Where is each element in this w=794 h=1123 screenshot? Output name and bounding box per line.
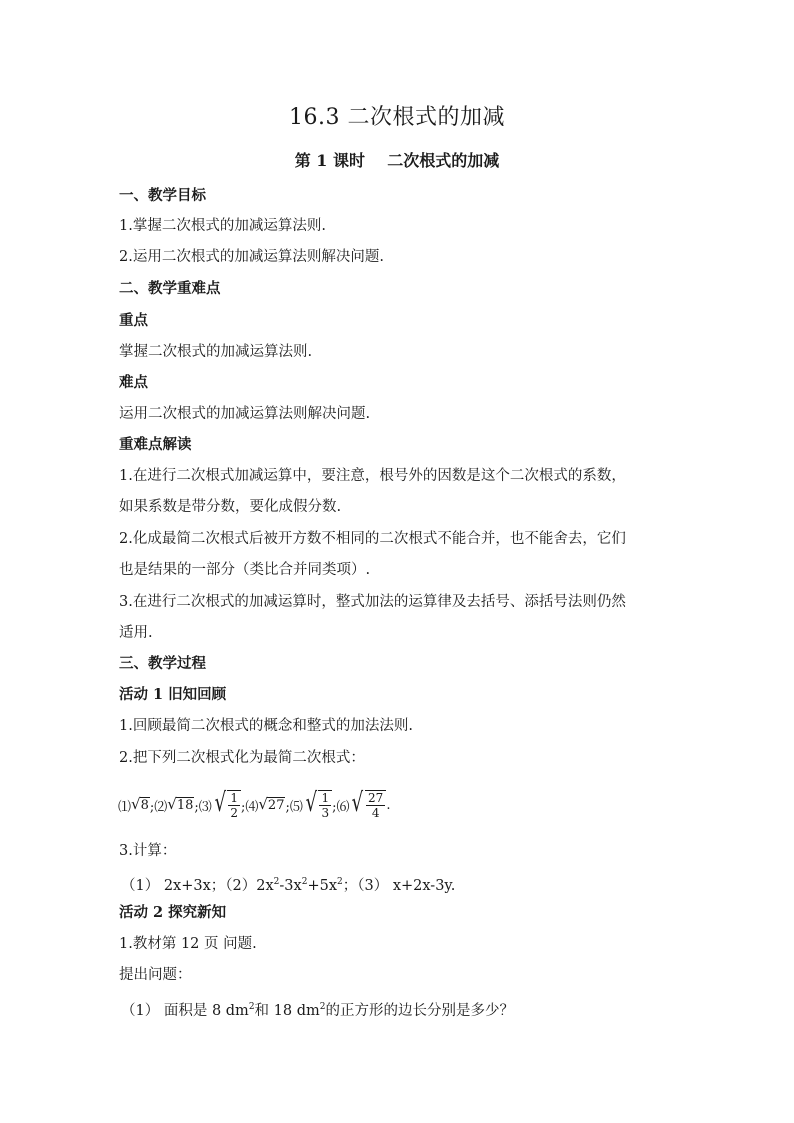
denominator: 2 — [230, 806, 238, 820]
page-title: 16.3 二次根式的加减 — [289, 105, 505, 130]
radical: √ $\frac{27}{4}$ — [349, 790, 386, 820]
math-text: ;⑸ — [285, 799, 303, 815]
section-heading-process: 三、教学过程 — [119, 655, 206, 672]
numerator: 1 — [321, 791, 330, 805]
exponent: 2 — [273, 877, 280, 887]
exponent: 2 — [301, 877, 308, 887]
key-label: 重点 — [119, 312, 148, 329]
activity-2-label: 活动 2 探究新知 — [119, 904, 227, 921]
math-text: . — [386, 797, 391, 813]
radicand: 18 — [176, 798, 194, 813]
section-heading-goals: 一、教学目标 — [119, 187, 206, 204]
interpret-line: 如果系数是带分数，要化成假分数. — [119, 499, 342, 515]
interpret-line: 1.在进行二次根式加减运算中，要注意，根号外的因数是这个二次根式的系数， — [119, 468, 626, 484]
activity-1-item: 1.回顾最简二次根式的概念和整式的加法法则. — [119, 718, 413, 734]
fraction — [365, 790, 386, 820]
math-text: ;⑶ — [194, 799, 212, 815]
calc-text: （1） 2x+3x；（2）2x — [121, 877, 274, 894]
radical: √ 27 — [258, 795, 285, 813]
goal-item: 1.掌握二次根式的加减运算法则. — [119, 218, 326, 234]
activity-1-item: 2.把下列二次根式化为最简二次根式： — [119, 750, 365, 766]
interpret-label: 重难点解读 — [119, 436, 192, 453]
exponent: 2 — [248, 1002, 255, 1012]
difficult-text: 运用二次根式的加减运算法则解决问题. — [119, 406, 371, 422]
difficult-label: 难点 — [119, 374, 148, 391]
math-text: ;⑷ — [240, 799, 259, 815]
denominator: 3 — [321, 806, 330, 820]
radical: √ 18 — [167, 795, 194, 813]
math-text: ;⑹ — [332, 799, 350, 815]
calc-text: +5x — [307, 877, 338, 894]
exponent: 2 — [337, 877, 343, 887]
activity-2-question — [121, 997, 514, 1021]
calc-expressions — [121, 872, 455, 896]
radicand: 27 — [267, 798, 285, 813]
numerator: 27 — [368, 791, 384, 805]
radicand: 8 — [140, 798, 149, 813]
interpret-line: 也是结果的一部分（类比合并同类项）. — [119, 562, 371, 578]
exponent: 2 — [319, 1002, 326, 1012]
fraction — [227, 790, 241, 820]
section-heading-keypoints: 二、教学重难点 — [119, 280, 221, 297]
radical: √ $\frac{1}{2}$ — [212, 790, 241, 820]
numerator: 1 — [230, 791, 238, 805]
fraction — [318, 790, 332, 820]
math-text: ⑴ — [118, 799, 132, 815]
question-text: （1） 面积是 8 dm — [121, 1002, 249, 1019]
question-text: 和 18 dm — [254, 1002, 320, 1019]
radical: √ $\frac{1}{3}$ — [303, 790, 332, 820]
radical: √ 8 — [131, 795, 149, 813]
denominator: 4 — [371, 806, 380, 820]
question-text: 的正方形的边长分别是多少？ — [325, 1002, 514, 1019]
interpret-line: 2.化成最简二次根式后被开方数不相同的二次根式不能合并，也不能舍去，它们 — [119, 531, 626, 547]
activity-2-item: 1.教材第 12 页 问题. — [119, 936, 257, 952]
calc-text: ；（3） x+2x-3y. — [342, 877, 456, 894]
activity-2-prompt: 提出问题： — [119, 967, 192, 983]
math-text: ;⑵ — [149, 799, 168, 815]
activity-1-label: 活动 1 旧知回顾 — [119, 686, 227, 703]
lesson-subtitle: 第 1 课时 二次根式的加减 — [294, 151, 500, 170]
interpret-line: 适用. — [119, 625, 153, 641]
key-text: 掌握二次根式的加减运算法则. — [119, 344, 313, 360]
goal-item: 2.运用二次根式的加减运算法则解决问题. — [119, 249, 384, 265]
interpret-line: 3.在进行二次根式的加减运算时，整式加法的运算律及去括号、添括号法则仍然 — [119, 594, 626, 610]
activity-1-item: 3.计算： — [119, 843, 177, 859]
radical-expressions — [118, 780, 390, 830]
calc-text: -3x — [279, 877, 302, 894]
